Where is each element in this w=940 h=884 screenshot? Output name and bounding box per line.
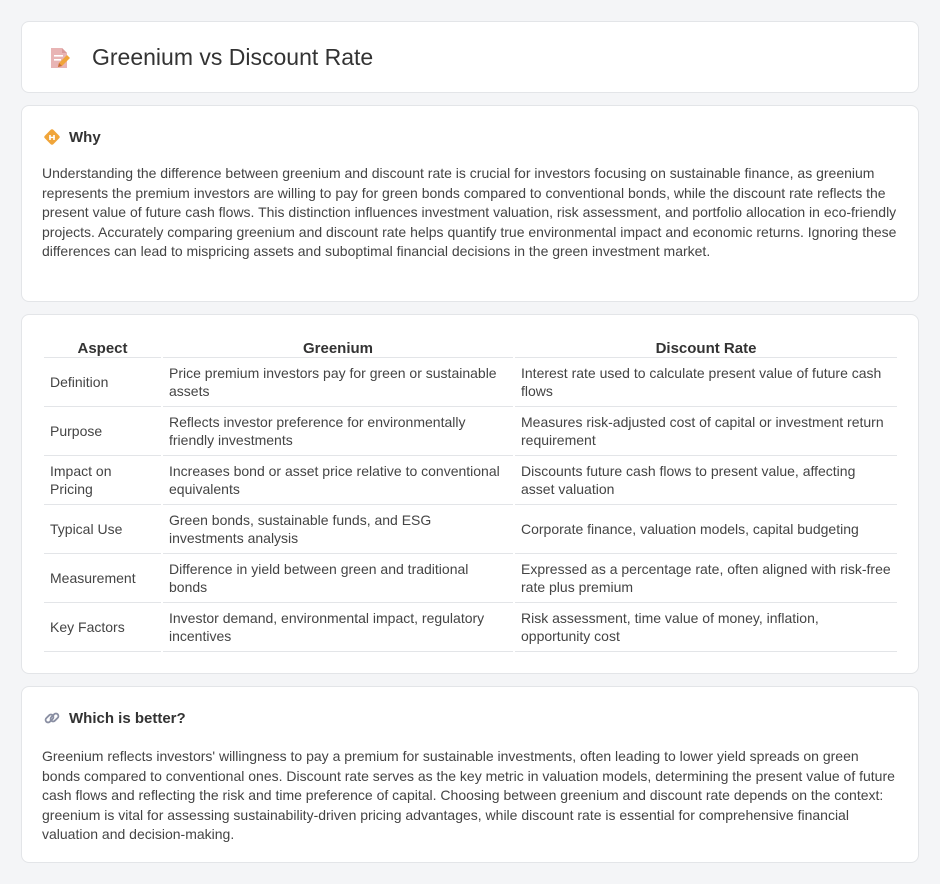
column-header-discount-rate: Discount Rate	[515, 335, 897, 358]
table-cell-greenium: Reflects investor preference for environmentally friendly investments	[163, 407, 513, 456]
table-cell-discount-rate: Expressed as a percentage rate, often aligned with risk-free rate plus premium	[515, 554, 897, 603]
table-row	[44, 505, 897, 554]
table-cell-discount-rate: Corporate finance, valuation models, capital budgeting	[515, 505, 897, 554]
table-cell-greenium: Green bonds, sustainable funds, and ESG investments analysis	[163, 505, 513, 554]
diamond-sign-icon	[43, 128, 61, 146]
comparison-table-card	[21, 314, 919, 674]
table-row	[44, 456, 897, 505]
table-cell-aspect: Purpose	[44, 407, 161, 456]
why-title: Why	[69, 128, 101, 146]
table-header-row	[44, 335, 897, 358]
better-heading	[43, 709, 186, 727]
table-cell-greenium: Increases bond or asset price relative to conventional equivalents	[163, 456, 513, 505]
which-is-better-section	[21, 686, 919, 863]
table-cell-discount-rate: Interest rate used to calculate present value of future cash flows	[515, 358, 897, 407]
table-row	[44, 407, 897, 456]
table-cell-aspect: Key Factors	[44, 603, 161, 652]
table-cell-greenium: Investor demand, environmental impact, regulatory incentives	[163, 603, 513, 652]
title-card	[21, 21, 919, 93]
link-icon	[43, 709, 61, 727]
table-row	[44, 358, 897, 407]
table-cell-discount-rate: Discounts future cash flows to present value, affecting asset valuation	[515, 456, 897, 505]
table-cell-aspect: Typical Use	[44, 505, 161, 554]
table-cell-aspect: Definition	[44, 358, 161, 407]
page-title: Greenium vs Discount Rate	[92, 44, 374, 70]
table-cell-discount-rate: Measures risk-adjusted cost of capital or investment return requirement	[515, 407, 897, 456]
table-cell-discount-rate: Risk assessment, time value of money, inflation, opportunity cost	[515, 603, 897, 652]
better-title: Which is better?	[69, 709, 186, 727]
why-paragraph: Understanding the difference between greenium and discount rate is crucial for investors focusing on sustainable finance, as greenium represents the premium investors are willing to pay for green bonds compared to conventional bonds, while the discount rate reflects the present value of future cash flows. This distinction influences investment valuation, risk assessment, and portfolio allocation in eco-friendly projects. Accurately comparing greenium and discount rate helps quantify true environmental impact and economic returns. Ignoring these differences can lead to mispricing assets and suboptimal financial decisions in the green investment market.	[42, 165, 897, 259]
why-section	[21, 105, 919, 302]
table-row	[44, 554, 897, 603]
better-paragraph: Greenium reflects investors' willingness to pay a premium for sustainable investments, often leading to lower yield spreads on green bonds compared to conventional ones. Discount rate serves as the key metric in valuation models, determining the present value of future cash flows and reflecting the risk and time preference of capital. Choosing between greenium and discount rate depends on the context: greenium is vital for assessing sustainability-driven pricing advantages, while discount rate is essential for comprehensive financial valuation and decision-making.	[42, 748, 895, 842]
comparison-table	[42, 335, 899, 652]
document-edit-icon	[46, 45, 72, 71]
column-header-greenium: Greenium	[163, 335, 513, 358]
table-cell-greenium: Price premium investors pay for green or sustainable assets	[163, 358, 513, 407]
table-row	[44, 603, 897, 652]
table-cell-aspect: Impact on Pricing	[44, 456, 161, 505]
column-header-aspect: Aspect	[44, 335, 161, 358]
table-cell-aspect: Measurement	[44, 554, 161, 603]
title-row	[46, 44, 373, 71]
why-heading	[43, 128, 101, 146]
table-cell-greenium: Difference in yield between green and traditional bonds	[163, 554, 513, 603]
